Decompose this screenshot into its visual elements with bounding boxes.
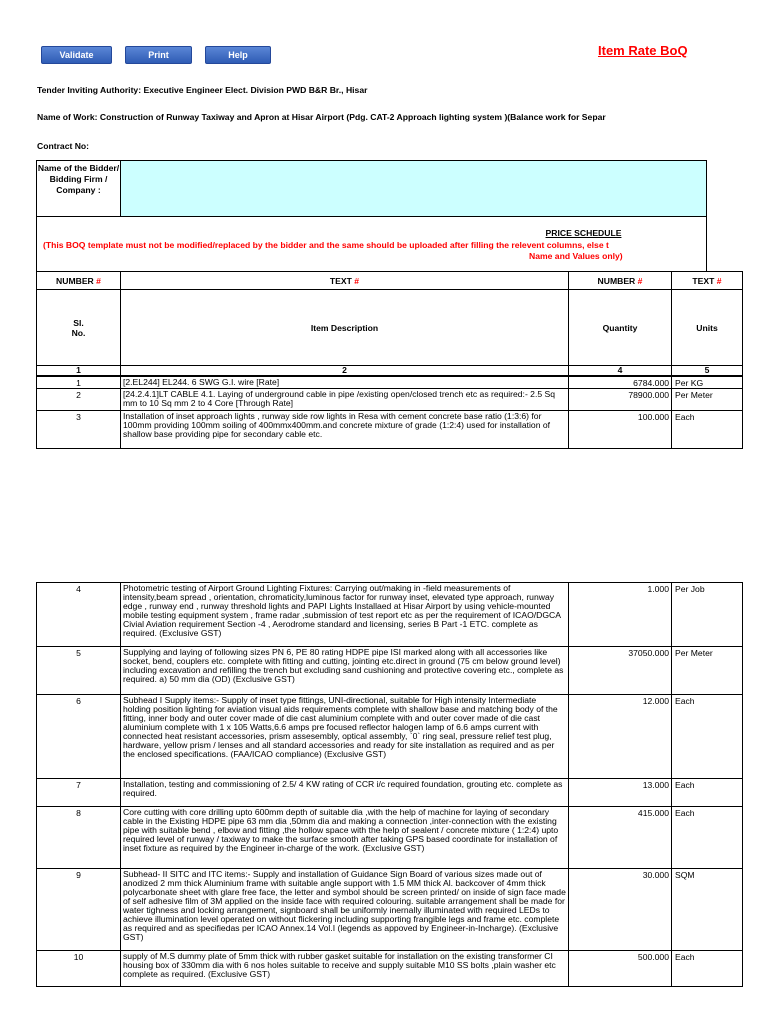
boq-header-table [36,271,743,376]
column-header-sl-no: Sl. No. [37,290,121,366]
table-row [37,411,743,449]
item-unit: Per Job [672,583,743,647]
boq-items-table-top [36,376,743,449]
price-schedule-note-cont: Name and Values only) [529,251,623,261]
column-header-description: Item Description [121,290,569,366]
item-number: 1 [37,377,121,389]
price-schedule-section [36,216,707,271]
item-unit: Each [672,779,743,807]
item-unit: Each [672,695,743,779]
bidder-section [36,160,707,217]
column-type: NUMBER # [569,272,672,290]
name-of-work: Name of Work: Construction of Runway Taxiway and Apron at Hisar Airport (Pdg. CAT-2 Approach lighting system )(Balance work for Separ [37,112,606,122]
bidder-name-input[interactable] [121,161,706,217]
table-row [37,779,743,807]
item-description: [2.EL244] EL244. 6 SWG G.I. wire [Rate] [121,377,569,389]
item-quantity: 100.000 [569,411,672,449]
item-number: 9 [37,869,121,951]
item-quantity: 1.000 [569,583,672,647]
item-unit: SQM [672,869,743,951]
table-row [37,377,743,389]
item-quantity: 12.000 [569,695,672,779]
item-quantity: 30.000 [569,869,672,951]
item-number: 7 [37,779,121,807]
price-schedule-title: PRICE SCHEDULE [545,228,622,238]
item-unit: Each [672,411,743,449]
table-row [37,695,743,779]
item-unit: Per Meter [672,647,743,695]
item-description: Supplying and laying of following sizes PN 6, PE 80 rating HDPE pipe ISI marked along with all accessories like socket, bend, couplers etc. complete with fitting and cutting, jointing etc.direct in ground (75 cm below ground level) including excavation and refilling the trench but excluding sand cushioning and protective covering etc., complete as required. a) 50 mm dia (OD) (Exclusive GST) [121,647,569,695]
column-type: NUMBER # [37,272,121,290]
boq-items-table-bottom [36,582,743,987]
bidder-label: Name of the Bidder/ Bidding Firm / Company : [37,161,121,217]
item-number: 8 [37,807,121,869]
column-type: TEXT # [672,272,743,290]
column-index: 2 [121,366,569,376]
item-description: Photometric testing of Airport Ground Lighting Fixtures: Carrying out/making in -field measurements of intensity,beam spread , orientation, chromaticity,luminous factor for runway inset, elevated type approach, runway edge , runway end , runway threshold lights and PAPI Lights Installaed at Hisar Airport by using vehicle-mounted mobile testing equipment system , frame radar ,submission of test report etc as per the requirement of ICAO/DGCA Civial Aviation requirement Section -4 , Aerodrome standard and licensing, series B Part -1 ETC. complete as required. (Exclusive GST) [121,583,569,647]
item-description: Installation of inset approach lights , runway side row lights in Resa with cement concrete base ratio (1:3:6) for 100mm providing 100mm soiling of 400mmx400mm.and concrete mixture of grade (1:2:4) used for installation of shallow base providing pipe for secondary cable etc. [121,411,569,449]
item-description: [24.2.4.1]LT CABLE 4.1. Laying of underground cable in pipe /existing open/closed trench etc as required:- 2.5 Sq mm to 10 Sq mm 2 to 4 Core [Through Rate] [121,389,569,411]
page-title: Item Rate BoQ [598,43,688,58]
item-number: 10 [37,951,121,987]
item-unit: Per KG [672,377,743,389]
item-unit: Each [672,951,743,987]
column-header-quantity: Quantity [569,290,672,366]
column-header-row [37,290,743,366]
item-quantity: 37050.000 [569,647,672,695]
validate-button[interactable]: Validate [41,46,112,64]
column-header-units: Units [672,290,743,366]
tender-authority: Tender Inviting Authority: Executive Engineer Elect. Division PWD B&R Br., Hisar [37,85,368,95]
help-button[interactable]: Help [205,46,271,64]
column-index-row [37,366,743,376]
item-description: supply of M.S dummy plate of 5mm thick with rubber gasket suitable for installation on the existing transformer CI housing box of 330mm dia with 6 nos holes suitable to receive and supply suitable M10 SS bolts ,plain washer etc complete as required. (Exclusive GST) [121,951,569,987]
column-index: 5 [672,366,743,376]
item-description: Core cutting with core drilling upto 600mm depth of suitable dia ,with the help of machine for laying of secondary cable in the Existing HDPE pipe 63 mm dia ,50mm dia and making a connection ,inter-connection with the existing pipe with suitable bend , elbow and fitting ,the hollow space with the help of sealent / concrete mixture ( 1:2:4) upto required level of runway / taxiway to make the surface smooth after taking GPS based coordinate for installation of inset fixture as required by the Engineer in-charge of the work. (Exclusive GST) [121,807,569,869]
column-type: TEXT # [121,272,569,290]
item-number: 2 [37,389,121,411]
table-row [37,583,743,647]
item-number: 6 [37,695,121,779]
item-quantity: 500.000 [569,951,672,987]
table-row [37,647,743,695]
column-index: 4 [569,366,672,376]
item-number: 4 [37,583,121,647]
table-row [37,951,743,987]
item-description: Installation, testing and commissioning of 2.5/ 4 KW rating of CCR i/c required foundation, grouting etc. complete as required. [121,779,569,807]
print-button[interactable]: Print [125,46,192,64]
item-unit: Each [672,807,743,869]
item-description: Subhead- II SITC and ITC items:- Supply and installation of Guidance Sign Board of various sizes made out of anodized 2 mm thick Aluminium frame with suitable angle support with 1.5 MM thick Al. backcover of 4mm thick polycarbonate sheet with glare free face, the letter and symbol should be screen printed/ on inside of sign face made of self adhesive film of 3M applied on the inside face with required colouring. suitable arrangement shall be made for water tighness and locking arrangement, signboard shall be uniformly inernally illuminated with required LEDs to achieve illumination level operated on without flickering including supporting frangible legs and frame etc. complete as required and as specifiedas per ICAO Annex.14 Vol.I (legends as appoved by Engineer-in-Incharge). (Exclusive GST) [121,869,569,951]
item-quantity: 78900.000 [569,389,672,411]
column-index: 1 [37,366,121,376]
table-row [37,389,743,411]
item-quantity: 415.000 [569,807,672,869]
price-schedule-note: (This BOQ template must not be modified/replaced by the bidder and the same should be uploaded after filling the relevent columns, else t [43,240,609,250]
column-type-row [37,272,743,290]
contract-no: Contract No: [37,141,90,151]
item-number: 3 [37,411,121,449]
table-row [37,807,743,869]
item-quantity: 6784.000 [569,377,672,389]
item-description: Subhead I Supply items:- Supply of inset type fittings, UNI-directional, suitable for High intensity Intermediate holding position lighting for aviation visual aids requirements complete with shallow base and matching body of the fitting, inner body and outer cover made of die cast aluminium complete with and outer cover made of die cast aluminium complete with 1 x 105 Watts,6.6 amps pre focused reflector halogen lamp of 6.6 amps current with connected heat resistant accessories, prism assesembly, optical assembly, `0` ring seal, pressure relief test plug, hardware, yellow prism / lenses and all standard accessories and ready for site installation as required and as per the enclosed specifications. (FAA/ICAO compliance) (Exclusive GST) [121,695,569,779]
table-row [37,869,743,951]
item-number: 5 [37,647,121,695]
item-quantity: 13.000 [569,779,672,807]
item-unit: Per Meter [672,389,743,411]
